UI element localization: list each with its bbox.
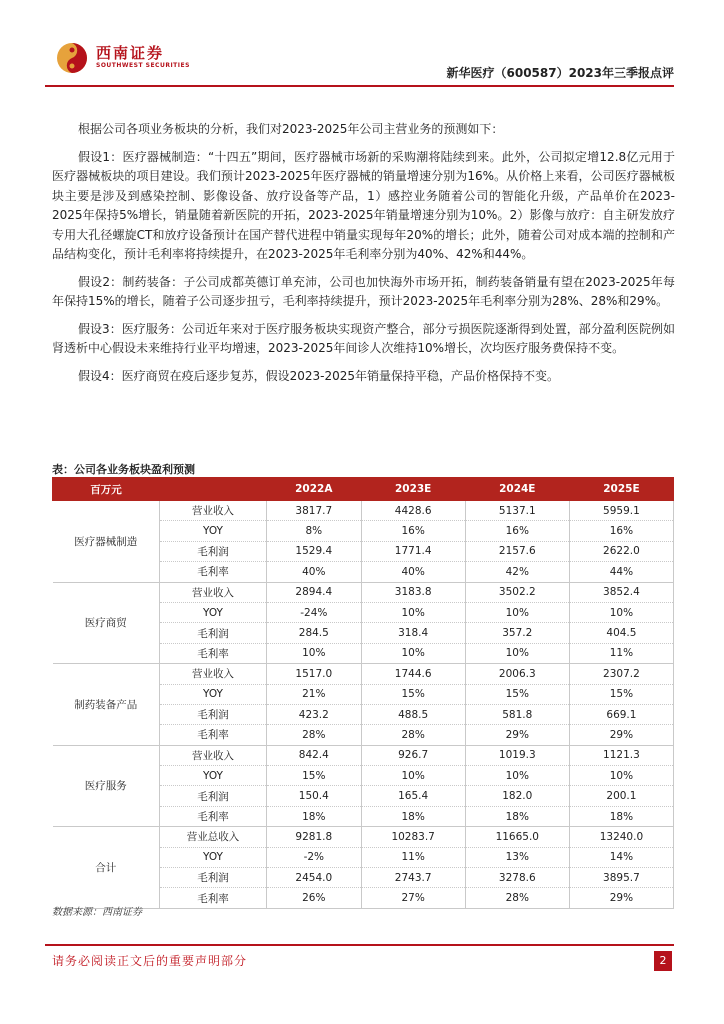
value-cell: 318.4: [361, 623, 465, 643]
value-cell: 581.8: [465, 704, 569, 724]
table-row: [53, 827, 674, 847]
value-cell: 3852.4: [569, 582, 673, 602]
value-cell: 1121.3: [569, 745, 673, 765]
metric-cell: 毛利润: [160, 541, 267, 561]
value-cell: 15%: [361, 684, 465, 704]
value-cell: 1517.0: [267, 664, 362, 684]
segment-cell: 医疗器械制造: [53, 501, 160, 583]
value-cell: 28%: [361, 725, 465, 745]
page-number: 2: [654, 951, 672, 971]
value-cell: 28%: [267, 725, 362, 745]
value-cell: 423.2: [267, 704, 362, 724]
value-cell: 10%: [569, 602, 673, 622]
value-cell: 1019.3: [465, 745, 569, 765]
page-header: [0, 0, 724, 90]
header-unit: 百万元: [53, 478, 160, 501]
footer-disclaimer: 请务必阅读正文后的重要声明部分: [52, 954, 248, 968]
value-cell: 10%: [361, 766, 465, 786]
metric-cell: 毛利润: [160, 868, 267, 888]
table-body: [53, 501, 674, 909]
metric-cell: 毛利润: [160, 786, 267, 806]
metric-cell: 毛利率: [160, 806, 267, 826]
value-cell: 16%: [569, 521, 673, 541]
value-cell: 842.4: [267, 745, 362, 765]
value-cell: 10%: [361, 643, 465, 663]
value-cell: 18%: [569, 806, 673, 826]
metric-cell: YOY: [160, 602, 267, 622]
paragraph-intro: 根据公司各项业务板块的分析，我们对2023-2025年公司主营业务的预测如下：: [78, 122, 504, 136]
value-cell: 40%: [267, 562, 362, 582]
value-cell: 5137.1: [465, 501, 569, 521]
value-cell: 2743.7: [361, 868, 465, 888]
value-cell: 1744.6: [361, 664, 465, 684]
body-text: [52, 120, 675, 394]
value-cell: 10%: [465, 766, 569, 786]
value-cell: 182.0: [465, 786, 569, 806]
value-cell: 2157.6: [465, 541, 569, 561]
value-cell: 28%: [465, 888, 569, 908]
metric-cell: YOY: [160, 684, 267, 704]
value-cell: 1529.4: [267, 541, 362, 561]
metric-cell: 毛利率: [160, 725, 267, 745]
value-cell: 2894.4: [267, 582, 362, 602]
value-cell: 669.1: [569, 704, 673, 724]
value-cell: 13%: [465, 847, 569, 867]
value-cell: 2622.0: [569, 541, 673, 561]
logo-mark-icon: [54, 40, 90, 76]
header-divider: [45, 85, 674, 87]
value-cell: 3278.6: [465, 868, 569, 888]
value-cell: -24%: [267, 602, 362, 622]
value-cell: 3817.7: [267, 501, 362, 521]
value-cell: 42%: [465, 562, 569, 582]
value-cell: 3895.7: [569, 868, 673, 888]
value-cell: 5959.1: [569, 501, 673, 521]
value-cell: 1771.4: [361, 541, 465, 561]
value-cell: 15%: [569, 684, 673, 704]
header-2025e: 2025E: [569, 478, 673, 501]
table-row: [53, 582, 674, 602]
value-cell: 3183.8: [361, 582, 465, 602]
value-cell: 11665.0: [465, 827, 569, 847]
segment-cell: 合计: [53, 827, 160, 909]
value-cell: 29%: [569, 888, 673, 908]
header-2024e: 2024E: [465, 478, 569, 501]
table-row: [53, 501, 674, 521]
metric-cell: YOY: [160, 847, 267, 867]
value-cell: 10283.7: [361, 827, 465, 847]
value-cell: 3502.2: [465, 582, 569, 602]
value-cell: 40%: [361, 562, 465, 582]
value-cell: 29%: [465, 725, 569, 745]
metric-cell: 营业收入: [160, 664, 267, 684]
value-cell: 27%: [361, 888, 465, 908]
value-cell: 15%: [465, 684, 569, 704]
logo-subtitle: SOUTHWEST SECURITIES: [96, 62, 190, 69]
value-cell: 10%: [569, 766, 673, 786]
value-cell: 4428.6: [361, 501, 465, 521]
metric-cell: 营业收入: [160, 501, 267, 521]
value-cell: 2006.3: [465, 664, 569, 684]
value-cell: 15%: [267, 766, 362, 786]
paragraph-assumption-2: 假设2：制药装备：子公司成都英德订单充沛，公司也加快海外市场开拓，制药装备销量有望在2023-2025年每年保持15%的增长，随着子公司逐步扭亏，毛利率持续提升，预计2023-2025年毛利率分别为28%、28%和29%。: [52, 274, 675, 308]
footer-divider: [45, 944, 674, 946]
metric-cell: 毛利率: [160, 562, 267, 582]
value-cell: 2454.0: [267, 868, 362, 888]
segment-cell: 制药装备产品: [53, 664, 160, 746]
value-cell: 9281.8: [267, 827, 362, 847]
paragraph-assumption-1: 假设1：医疗器械制造：“十四五”期间，医疗器械市场新的采购潮将陆续到来。此外，公司拟定增12.8亿元用于医疗器械板块的项目建设。我们预计2023-2025年医疗器械的销量增速分别为16%。从价格上来看，公司医疗器械板块主要是涉及到感染控制、影像设备、放疗设备等产品，1）感控业务随着公司的智能化升级，产品单价在2023-2025年保持5%增长，销量随着新医院的开拓，2023-2025年销量增速分别为10%。2）影像与放疗：自主研发放疗专用大孔径螺旋CT和放疗设备预计在国产替代进程中销量实现每年20%的增长；此外，随着公司对成本端的控制和产品结构变化，预计毛利率将持续提升，在2023-2025年毛利率分别为40%、42%和44%。: [52, 149, 675, 261]
table-row: [53, 664, 674, 684]
value-cell: 18%: [361, 806, 465, 826]
metric-cell: 营业总收入: [160, 827, 267, 847]
value-cell: 18%: [267, 806, 362, 826]
forecast-table: [52, 477, 674, 909]
metric-cell: 毛利率: [160, 888, 267, 908]
metric-cell: YOY: [160, 766, 267, 786]
header-2023e: 2023E: [361, 478, 465, 501]
logo-name: 西南证券: [96, 44, 165, 62]
value-cell: 357.2: [465, 623, 569, 643]
value-cell: 16%: [361, 521, 465, 541]
metric-cell: 毛利率: [160, 643, 267, 663]
value-cell: 284.5: [267, 623, 362, 643]
value-cell: 11%: [569, 643, 673, 663]
value-cell: 13240.0: [569, 827, 673, 847]
value-cell: -2%: [267, 847, 362, 867]
value-cell: 10%: [361, 602, 465, 622]
value-cell: 29%: [569, 725, 673, 745]
value-cell: 404.5: [569, 623, 673, 643]
metric-cell: 毛利润: [160, 623, 267, 643]
header-metric: [160, 478, 267, 501]
segment-cell: 医疗商贸: [53, 582, 160, 664]
value-cell: 44%: [569, 562, 673, 582]
value-cell: 165.4: [361, 786, 465, 806]
value-cell: 2307.2: [569, 664, 673, 684]
paragraph-assumption-4: 假设4：医疗商贸在疫后逐步复苏，假设2023-2025年销量保持平稳，产品价格保持不变。: [78, 368, 560, 383]
table-header-row: [53, 478, 674, 501]
value-cell: 200.1: [569, 786, 673, 806]
value-cell: 8%: [267, 521, 362, 541]
table-row: [53, 745, 674, 765]
table-title: 表：公司各业务板块盈利预测: [52, 463, 195, 476]
value-cell: 18%: [465, 806, 569, 826]
segment-cell: 医疗服务: [53, 745, 160, 827]
value-cell: 10%: [267, 643, 362, 663]
metric-cell: 营业收入: [160, 745, 267, 765]
metric-cell: 营业收入: [160, 582, 267, 602]
value-cell: 26%: [267, 888, 362, 908]
value-cell: 488.5: [361, 704, 465, 724]
metric-cell: YOY: [160, 521, 267, 541]
value-cell: 14%: [569, 847, 673, 867]
header-2022a: 2022A: [267, 478, 362, 501]
data-source: 数据来源：西南证券: [52, 907, 142, 918]
value-cell: 10%: [465, 643, 569, 663]
company-logo: [44, 38, 194, 78]
value-cell: 926.7: [361, 745, 465, 765]
paragraph-assumption-3: 假设3：医疗服务：公司近年来对于医疗服务板块实现资产整合，部分亏损医院逐渐得到处置，部分盈利医院例如肾透析中心假设未来维持行业平均增速，2023-2025年间诊人次维持10%增长，次均医疗服务费保持不变。: [52, 321, 675, 355]
value-cell: 21%: [267, 684, 362, 704]
value-cell: 150.4: [267, 786, 362, 806]
metric-cell: 毛利润: [160, 704, 267, 724]
report-title: 新华医疗（600587）2023年三季报点评: [446, 66, 674, 80]
value-cell: 10%: [465, 602, 569, 622]
value-cell: 16%: [465, 521, 569, 541]
value-cell: 11%: [361, 847, 465, 867]
